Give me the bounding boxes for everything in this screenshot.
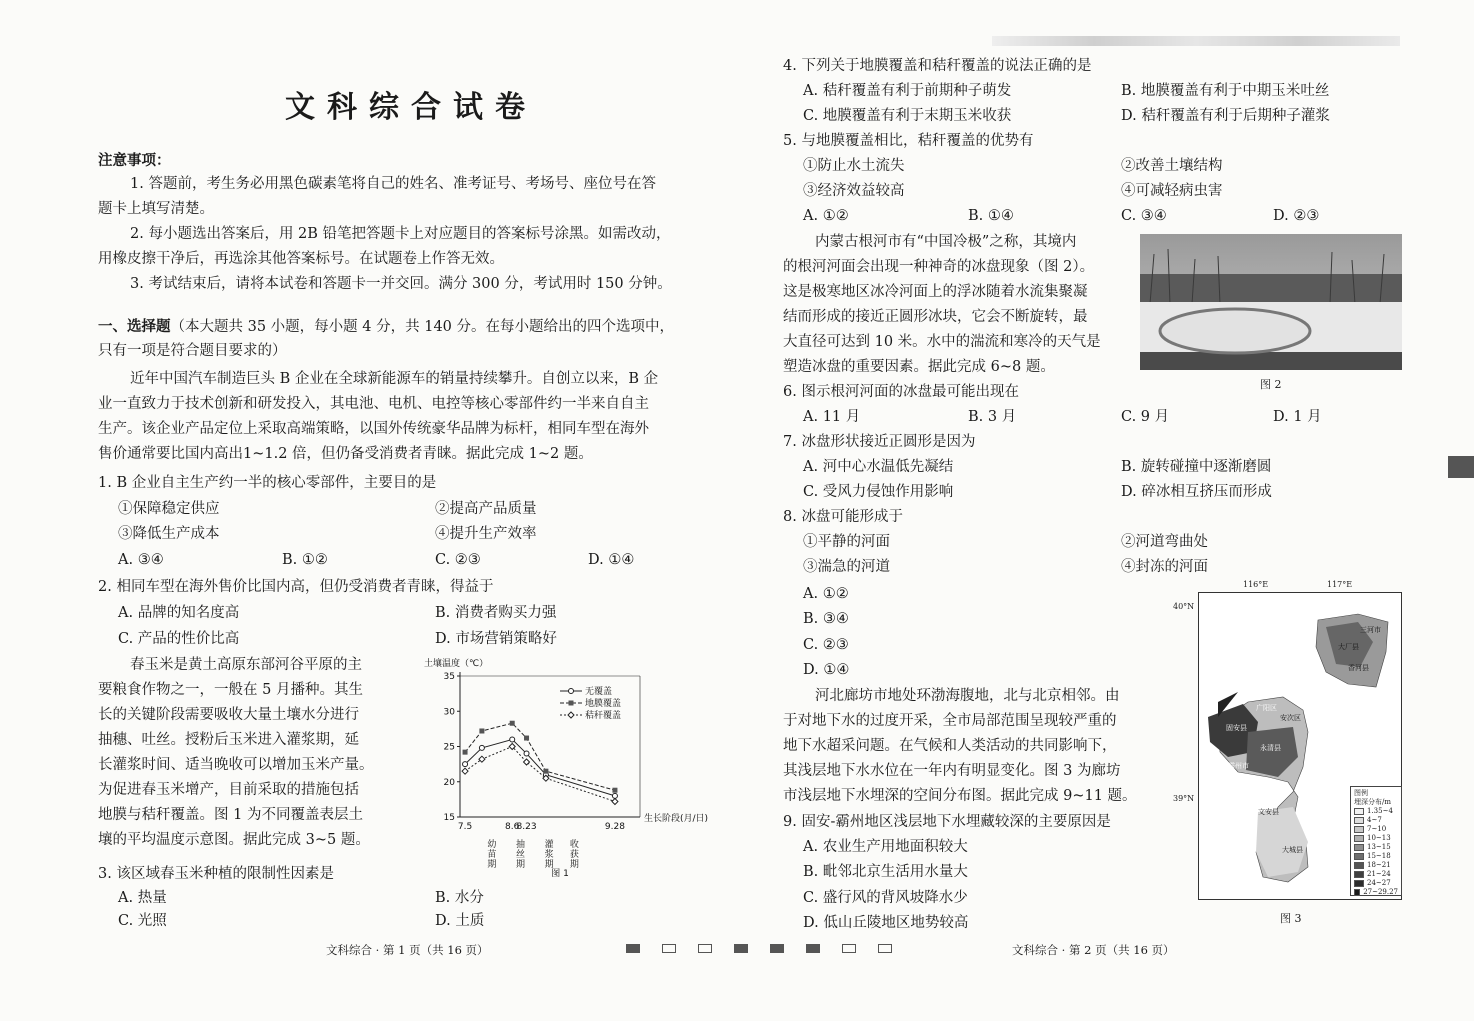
y-tick-label: 30: [443, 707, 455, 718]
y-axis-label: 土壤温度（℃）: [424, 659, 489, 669]
q1-item: ②提高产品质量: [435, 501, 537, 517]
q2-option-b[interactable]: B. 消费者购买力强: [435, 605, 557, 621]
x-tick-label: 8.6: [505, 822, 520, 832]
legend-item: [1354, 834, 1398, 843]
legend-swatch: [1354, 862, 1364, 869]
passage-2: [98, 653, 413, 853]
x-tick-label: 7.5: [457, 822, 473, 832]
data-point: [612, 788, 617, 793]
q4-option-c[interactable]: C. 地膜覆盖有利于末期玉米收获: [803, 108, 1012, 124]
q4-option-a[interactable]: A. 秸秆覆盖有利于前期种子萌发: [803, 83, 1012, 99]
q6-option-b[interactable]: B. 3 月: [968, 409, 1017, 425]
q9-option-b[interactable]: B. 毗邻北京生活用水量大: [803, 864, 968, 880]
data-point: [543, 769, 548, 774]
q7-option-a[interactable]: A. 河中心水温低先凝结: [803, 459, 954, 475]
data-point: [479, 745, 484, 750]
legend-item: [1354, 852, 1398, 861]
stage-label: 收获期: [567, 839, 578, 869]
q2-option-c[interactable]: C. 产品的性价比高: [118, 631, 240, 647]
legend-items: [1354, 807, 1398, 897]
q5-option-a[interactable]: A. ①②: [803, 208, 849, 224]
q5-item: ①防止水土流失: [803, 158, 905, 174]
q9-option-a[interactable]: A. 农业生产用地面积较大: [803, 839, 968, 855]
legend-label: 15~18: [1367, 852, 1391, 860]
map-place-label: 霸州市: [1228, 762, 1249, 770]
map-lat-label: 39°N: [1173, 794, 1195, 803]
q2-option-a[interactable]: A. 品牌的知名度高: [118, 605, 240, 621]
q9-stem: 9. 固安-霸州地区浅层地下水埋藏较深的主要原因是: [783, 814, 1111, 830]
q5-option-c[interactable]: C. ③④: [1121, 208, 1167, 224]
passage-3: [783, 230, 1128, 380]
q3-stem: 3. 该区域春玉米种植的限制性因素是: [98, 866, 334, 882]
data-point: [463, 762, 468, 767]
legend-subtitle: 埋深分布/m: [1354, 798, 1391, 806]
scan-strip: [992, 36, 1400, 46]
q1-option-d[interactable]: D. ①④: [588, 552, 635, 568]
passage-4-line: 地下水超采问题。在气候和人类活动的共同影响下，: [783, 738, 1117, 754]
data-point: [612, 793, 617, 798]
figure-2-ice-disc-photo: [1140, 234, 1402, 370]
reg-mark: [626, 944, 640, 953]
passage-2-line: 为促进春玉米增产，目前采取的措施包括: [98, 782, 359, 798]
q1-item: ③降低生产成本: [118, 526, 220, 542]
q1-item: ④提升生产效率: [435, 526, 537, 542]
reg-mark: [734, 944, 748, 953]
q1-option-b[interactable]: B. ①②: [282, 552, 328, 568]
q7-option-c[interactable]: C. 受风力侵蚀作用影响: [803, 484, 954, 500]
legend-label: 18~21: [1367, 861, 1391, 869]
legend-marker: [569, 701, 574, 706]
series-line: [465, 723, 615, 790]
reg-mark: [698, 944, 712, 953]
legend-swatch: [1354, 835, 1364, 842]
legend-swatch: [1354, 889, 1360, 896]
q8-item: ①平静的河面: [803, 534, 890, 550]
map-place-label: 三河市: [1360, 626, 1381, 634]
passage-4-line: 其浅层地下水水位在一年内有明显变化。图 3 为廊坊: [783, 763, 1121, 779]
q1-stem: 1. B 企业自主生产约一半的核心零部件，主要目的是: [98, 475, 437, 491]
passage-3-line: 结而形成的接近正圆形冰块，它会不断旋转，最: [783, 309, 1088, 325]
legend-item: [1354, 861, 1398, 870]
q5-stem: 5. 与地膜覆盖相比，秸秆覆盖的优势有: [783, 133, 1034, 149]
passage-1-line: 近年中国汽车制造巨头 B 企业在全球新能源车的销量持续攀升。自创立以来，B 企: [130, 371, 659, 387]
map-place-label: 文安县: [1258, 808, 1279, 816]
passage-1-line: 业一直致力于技术创新和研发投入，其电池、电机、电控等核心零部件约一半来自自主: [98, 396, 649, 412]
data-point: [612, 798, 618, 804]
q8-item: ③湍急的河道: [803, 559, 890, 575]
map-lat-label: 40°N: [1173, 602, 1195, 611]
x-tick-label: 8.23: [516, 822, 537, 832]
x-axis-label: 生长阶段(月/日): [644, 814, 709, 824]
q7-option-d[interactable]: D. 碎冰相互挤压而形成: [1121, 484, 1272, 500]
data-point: [479, 728, 484, 733]
legend-marker: [568, 712, 574, 718]
legend-label: 24~27: [1367, 879, 1391, 887]
q1-item: ①保障稳定供应: [118, 501, 220, 517]
q4-option-d[interactable]: D. 秸秆覆盖有利于后期种子灌浆: [1121, 108, 1330, 124]
legend-marker: [569, 689, 574, 694]
y-tick-label: 35: [443, 672, 455, 682]
legend-label: 27~29.27: [1363, 888, 1398, 896]
map-place-label: 永清县: [1260, 744, 1281, 752]
passage-2-line: 要粮食作物之一，一般在 5 月播种。其生: [98, 682, 363, 698]
legend-label: 21~24: [1367, 870, 1391, 878]
passage-2-line: 抽穗、吐丝。授粉后玉米进入灌浆期，延: [98, 732, 359, 748]
q6-option-a[interactable]: A. 11 月: [803, 409, 861, 425]
legend-item: [1354, 807, 1398, 816]
q4-stem: 4. 下列关于地膜覆盖和秸秆覆盖的说法正确的是: [783, 58, 1092, 74]
passage-2-line: 壤的平均温度示意图。据此完成 3~5 题。: [98, 832, 370, 848]
reg-mark: [878, 944, 892, 953]
notice-list: [98, 172, 718, 297]
q2-stem: 2. 相同车型在海外售价比国内高，但仍受消费者青睐，得益于: [98, 579, 494, 595]
stage-label: 幼苗期: [485, 839, 496, 869]
series-line: [465, 739, 615, 795]
notice-2-line-2: 用橡皮擦干净后，再选涂其他答案标号。在试题卷上作答无效。: [98, 251, 504, 267]
passage-3-line: 内蒙古根河市有“中国冷极”之称，其境内: [815, 234, 1077, 250]
footer-page-2: 文科综合 · 第 2 页（共 16 页）: [1012, 943, 1175, 957]
q8-option-a[interactable]: A. ①②: [803, 586, 849, 602]
stage-label: 灌浆期: [542, 839, 553, 869]
q2-option-d[interactable]: D. 市场营销策略好: [435, 631, 557, 647]
q8-item: ②河道弯曲处: [1121, 534, 1208, 550]
reg-mark: [770, 944, 784, 953]
y-tick-label: 25: [443, 742, 455, 753]
registration-marks: [615, 938, 903, 957]
notice-3-line-1: 3. 考试结束后，请将本试卷和答题卡一并交回。满分 300 分，考试用时 150 分钟。: [130, 276, 672, 292]
stage-label: 抽丝期: [513, 839, 524, 869]
map-place-label: 安次区: [1280, 714, 1301, 722]
legend-title: 图例: [1354, 789, 1368, 797]
q3-option-b[interactable]: B. 水分: [435, 890, 484, 906]
passage-2-line: 长的关键阶段需要吸收大量土壤水分进行: [98, 707, 359, 723]
passage-3-line: 的根河河面会出现一种神奇的冰盘现象（图 2）。: [783, 259, 1095, 275]
q6-stem: 6. 图示根河河面的冰盘最可能出现在: [783, 384, 1019, 400]
legend-swatch: [1354, 808, 1364, 815]
q8-option-c[interactable]: C. ②③: [803, 637, 849, 653]
passage-1: [98, 367, 718, 467]
legend-label: 秸秆覆盖: [585, 711, 622, 721]
q9-option-d[interactable]: D. 低山丘陵地区地势较高: [803, 915, 969, 931]
map-legend: [1350, 786, 1402, 896]
legend-swatch: [1354, 844, 1364, 851]
data-point: [524, 736, 529, 741]
data-point: [463, 750, 468, 755]
q8-option-b[interactable]: B. ③④: [803, 611, 849, 627]
map-place-label: 大城县: [1282, 846, 1303, 854]
section-desc-1: （本大题共 35 小题，每小题 4 分，共 140 分。在每小题给出的四个选项中，: [170, 319, 675, 335]
notice-heading: 注意事项：: [98, 152, 171, 169]
q3-option-d[interactable]: D. 土质: [435, 913, 485, 929]
legend-item: [1354, 888, 1398, 897]
q3-option-c[interactable]: C. 光照: [118, 913, 167, 929]
reg-mark: [842, 944, 856, 953]
x-tick-label: 9.28: [604, 822, 625, 832]
passage-3-line: 塑造冰盘的重要因素。据此完成 6~8 题。: [783, 359, 1055, 375]
data-point: [524, 751, 529, 756]
section-desc-2: 只有一项是符合题目要求的）: [98, 343, 287, 359]
passage-4-line: 于对地下水的过度开采，全市局部范围呈现较严重的: [783, 713, 1117, 729]
footer-page-1: 文科综合 · 第 1 页（共 16 页）: [326, 943, 489, 957]
figure-1-caption: 图 1: [551, 869, 569, 879]
q5-option-d[interactable]: D. ②③: [1273, 208, 1320, 224]
q5-item: ④可减轻病虫害: [1121, 183, 1223, 199]
figure-1-chart: [420, 652, 730, 882]
q9-option-c[interactable]: C. 盛行风的背风坡降水少: [803, 890, 968, 906]
page-title: 文科综合试卷: [285, 90, 537, 125]
section-heading-line: [98, 314, 674, 340]
map-lon-label: 116°E: [1243, 580, 1269, 589]
passage-1-line: 生产。该企业产品定位上采取高端策略，以国外传统豪华品牌为标杆，相同车型在海外: [98, 421, 649, 437]
legend-swatch: [1354, 817, 1364, 824]
map-place-label: 大厂县: [1338, 643, 1359, 651]
map-place-label: 广阳区: [1256, 704, 1277, 712]
legend-item: [1354, 870, 1398, 879]
legend-item: [1354, 843, 1398, 852]
passage-2-line: 地膜与秸秆覆盖。图 1 为不同覆盖表层土: [98, 807, 363, 823]
y-tick-label: 15: [443, 813, 455, 823]
legend-item: [1354, 825, 1398, 834]
q8-stem: 8. 冰盘可能形成于: [783, 509, 903, 525]
section-heading: 一、选择题: [98, 318, 171, 335]
data-point: [462, 768, 468, 774]
passage-3-line: 大直径可达到 10 米。水中的湍流和寒冷的天气是: [783, 334, 1101, 350]
passage-3-line: 这是极寒地区冰冷河面上的浮冰随着水流集聚凝: [783, 284, 1088, 300]
q8-item: ④封冻的河面: [1121, 559, 1208, 575]
reg-mark: [806, 944, 820, 953]
q5-option-b[interactable]: B. ①④: [968, 208, 1014, 224]
passage-4-line: 市浅层地下水埋深的空间分布图。据此完成 9~11 题。: [783, 788, 1137, 804]
passage-1-line: 售价通常要比国内高出1~1.2 倍，但仍备受消费者青睐。据此完成 1~2 题。: [98, 446, 593, 462]
passage-4-line: 河北廊坊市地处环渤海腹地，北与北京相邻。由: [815, 688, 1120, 704]
q6-option-d[interactable]: D. 1 月: [1273, 409, 1322, 425]
map-place-label: 固安县: [1226, 724, 1247, 732]
legend-item: [1354, 879, 1398, 888]
q1-option-a[interactable]: A. ③④: [118, 552, 164, 568]
legend-swatch: [1354, 871, 1364, 878]
q8-option-d[interactable]: D. ①④: [803, 662, 850, 678]
legend-label: 10~13: [1367, 834, 1391, 842]
legend-item: [1354, 816, 1398, 825]
legend-label: 地膜覆盖: [585, 699, 622, 709]
legend-swatch: [1354, 826, 1364, 833]
q7-stem: 7. 冰盘形状接近正圆形是因为: [783, 434, 976, 450]
data-point: [510, 721, 515, 726]
q6-option-c[interactable]: C. 9 月: [1121, 409, 1170, 425]
legend-swatch: [1354, 880, 1364, 887]
q7-option-b[interactable]: B. 旋转碰撞中逐渐磨圆: [1121, 459, 1272, 475]
legend-label: 7~10: [1367, 825, 1387, 833]
map-place-label: 香河县: [1348, 664, 1369, 672]
notice-2-line-1: 2. 每小题选出答案后，用 2B 铅笔把答题卡上对应题目的答案标号涂黑。如需改动，: [130, 226, 671, 242]
q3-option-a[interactable]: A. 热量: [118, 890, 167, 906]
y-tick-label: 20: [443, 777, 455, 788]
legend-label: 4~7: [1367, 816, 1382, 824]
q1-option-c[interactable]: C. ②③: [435, 552, 481, 568]
q4-option-b[interactable]: B. 地膜覆盖有利于中期玉米吐丝: [1121, 83, 1330, 99]
passage-2-line: 长灌浆时间、适当晚收可以增加玉米产量。: [98, 757, 374, 773]
figure-2-caption: 图 2: [1260, 378, 1282, 391]
notice-1-line-2: 题卡上填写清楚。: [98, 201, 214, 217]
legend-swatch: [1354, 853, 1364, 860]
data-point: [510, 737, 515, 742]
legend-label: 无覆盖: [585, 687, 613, 697]
passage-2-line: 春玉米是黄土高原东部河谷平原的主: [130, 657, 362, 673]
legend-label: 13~15: [1367, 843, 1391, 851]
series-line: [465, 747, 615, 802]
legend-label: 1.35~4: [1367, 807, 1393, 815]
q5-item: ③经济效益较高: [803, 183, 905, 199]
notice-1-line-1: 1. 答题前，考生务必用黑色碳素笔将自己的姓名、准考证号、考场号、座位号在答: [130, 176, 656, 192]
passage-4: [783, 684, 1168, 809]
map-lon-label: 117°E: [1327, 580, 1353, 589]
page-edge-tab: [1448, 456, 1474, 478]
figure-3-caption: 图 3: [1280, 912, 1302, 925]
q5-item: ②改善土壤结构: [1121, 158, 1223, 174]
reg-mark: [662, 944, 676, 953]
